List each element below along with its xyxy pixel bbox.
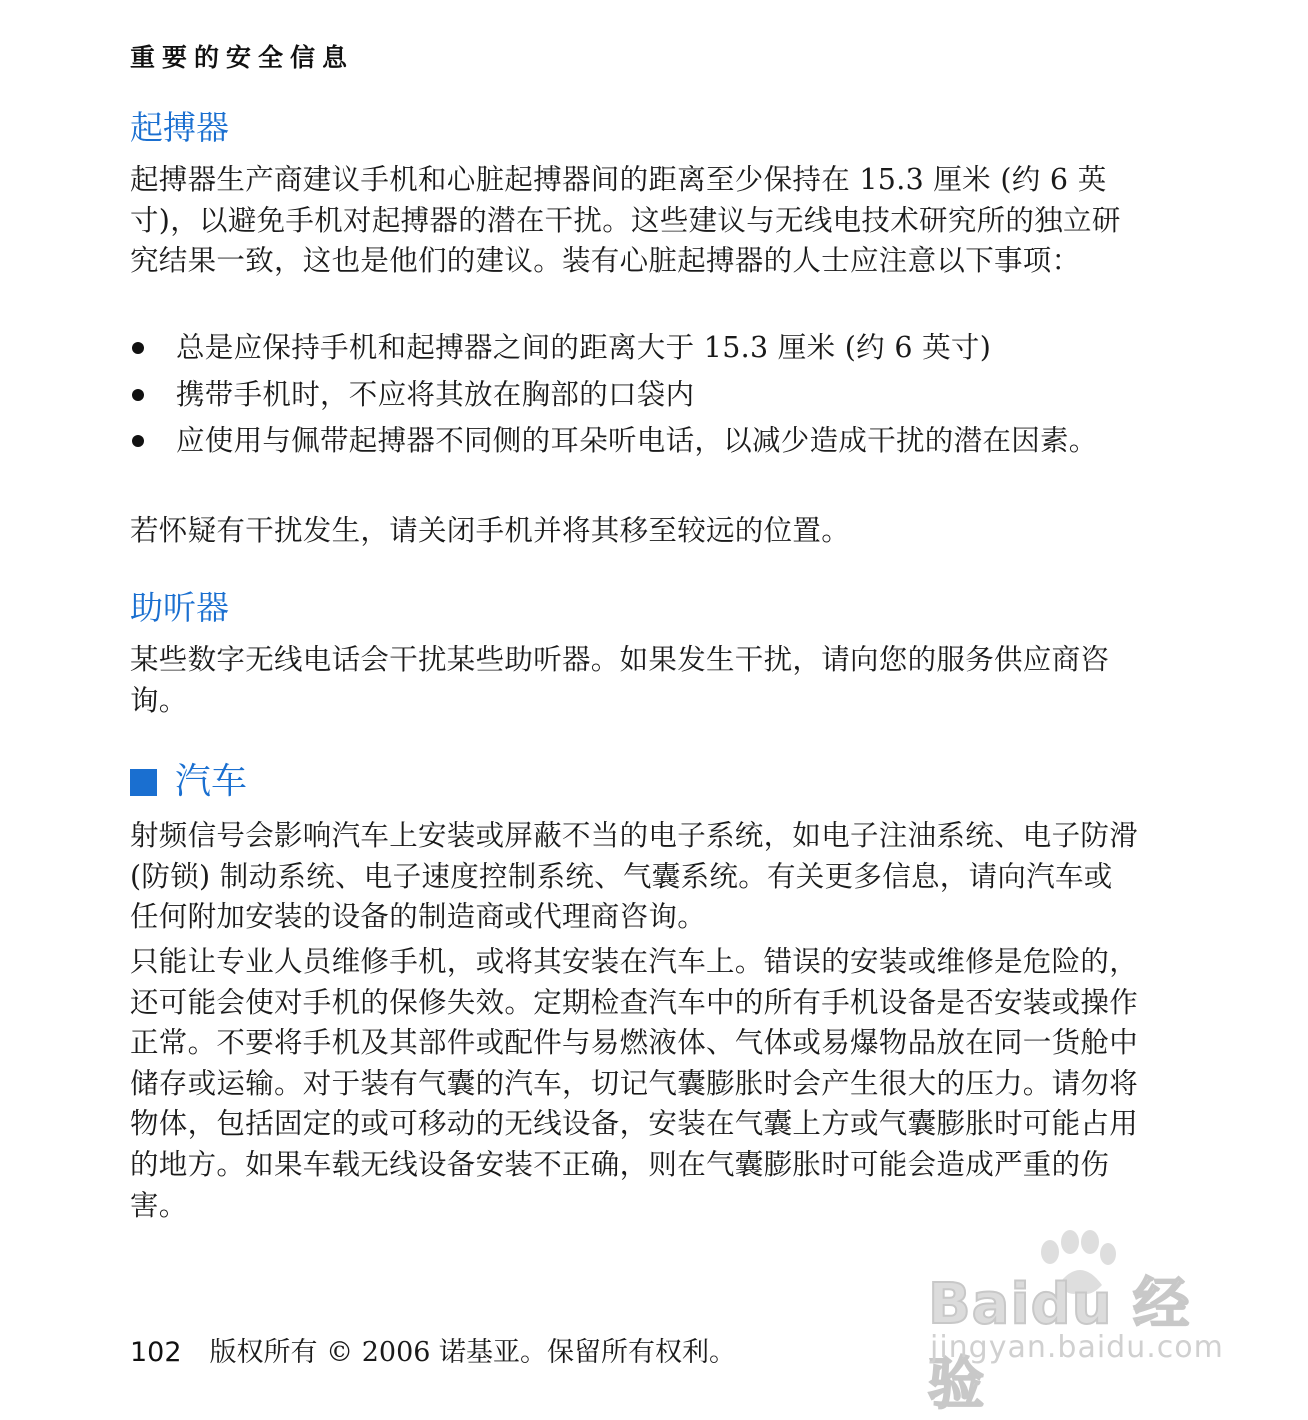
vehicles-para-1: 射频信号会影响汽车上安装或屏蔽不当的电子系统，如电子注油系统、电子防滑 (防锁) 制动系统、电子速度控制系统、气囊系统。有关更多信息，请向汽车或任何附加安装的设备的制造商或代理商咨询。: [130, 819, 1139, 934]
bullet-icon: [132, 389, 144, 401]
bullet-text: 应使用与佩带起搏器不同侧的耳朵听电话，以减少造成干扰的潜在因素。: [176, 424, 1098, 458]
pacemaker-intro: 起搏器生产商建议手机和心脏起搏器间的距离至少保持在 15.3 厘米 (约 6 英寸)，以避免手机对起搏器的潜在干扰。这些建议与无线电技术研究所的独立研究结果一致，这也是他们的建议。装有心脏起搏器的人士应注意以下事项：: [130, 163, 1121, 278]
watermark-url: jingyan.baidu.com: [930, 1330, 1224, 1365]
vehicles-heading: [130, 762, 247, 802]
vehicles-heading-text: 汽车: [175, 761, 248, 802]
hearing-aids-body: 某些数字无线电话会干扰某些助听器。如果发生干扰，请向您的服务供应商咨询。: [130, 643, 1110, 717]
hearing-aids-heading: 助听器: [130, 588, 229, 627]
square-bullet-icon: [130, 769, 157, 796]
running-header: 重要的安全信息: [130, 43, 355, 72]
bullet-text: 携带手机时，不应将其放在胸部的口袋内: [176, 377, 695, 411]
bullet-text: 总是应保持手机和起搏器之间的距离大于 15.3 厘米 (约 6 英寸): [176, 331, 992, 364]
list-item: [130, 421, 1140, 462]
page-number: 102: [130, 1337, 182, 1368]
copyright-notice: 版权所有 © 2006 诺基亚。保留所有权利。: [209, 1337, 737, 1368]
vehicles-para-2: 只能让专业人员维修手机，或将其安装在汽车上。错误的安装或维修是危险的，还可能会使对手机的保修失效。定期检查汽车中的所有手机设备是否安装或操作正常。不要将手机及其部件或配件与易燃液体、气体或易爆物品放在同一货舱中储存或运输。对于装有气囊的汽车，切记气囊膨胀时会产生很大的压力。请勿将物体，包括固定的或可移动的无线设备，安装在气囊上方或气囊膨胀时可能占用的地方。如果车载无线设备安装不正确，则在气囊膨胀时可能会造成严重的伤害。: [130, 945, 1139, 1222]
pacemaker-heading: 起搏器: [130, 108, 229, 147]
baidu-watermark: [920, 1230, 1240, 1417]
pacemaker-bullet-list: [130, 328, 1140, 468]
bullet-icon: [132, 342, 144, 354]
list-item: [130, 375, 1140, 416]
bullet-icon: [132, 435, 144, 447]
list-item: [130, 328, 1140, 369]
watermark-brand: Baidu 经验: [928, 1272, 1191, 1417]
page-footer: [130, 1330, 736, 1369]
pacemaker-closing: 若怀疑有干扰发生，请关闭手机并将其移至较远的位置。: [130, 514, 851, 547]
